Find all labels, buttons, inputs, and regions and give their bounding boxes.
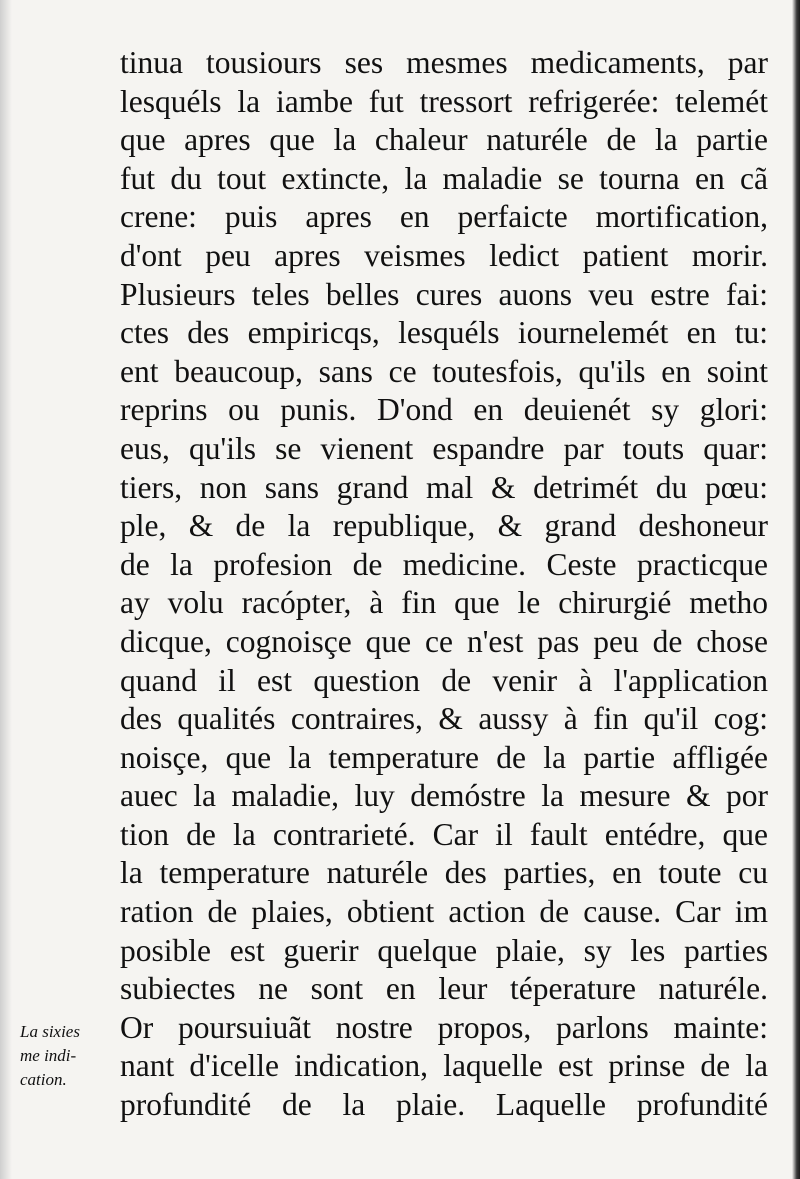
text-line: reprins ou punis. D'ond en deuienét sy glori: — [120, 392, 768, 428]
text-line: tinua tousiours ses mesmes medicaments, par — [120, 45, 768, 80]
text-line: profundité de la plaie. Laquelle profundité — [120, 1087, 768, 1123]
text-line: quand il est question de venir à l'application — [120, 662, 768, 698]
margin-note — [20, 1020, 118, 1092]
margin-note-line: cation. — [20, 1070, 67, 1089]
text-line: lesquéls la iambe fut tressort refrigerée: telemét — [120, 83, 768, 119]
text-line: ctes des empiricqs, lesquéls iournelemét en tu: — [120, 315, 768, 351]
text-line: posible est guerir quelque plaie, sy les parties — [120, 932, 768, 968]
text-line: Or poursuiuãt nostre propos, parlons mainte: — [120, 1009, 768, 1045]
body-text — [120, 44, 768, 1125]
margin-note-line: me indi- — [20, 1046, 77, 1065]
text-line: auec la maladie, luy demóstre la mesure & por — [120, 778, 768, 814]
text-line: ple, & de la republique, & grand deshoneur — [120, 508, 768, 544]
text-line: que apres que la chaleur naturéle de la partie — [120, 122, 768, 158]
text-line: fut du tout extincte, la maladie se tourna en cã — [120, 160, 768, 196]
text-line: d'ont peu apres veismes ledict patient morir. — [120, 237, 768, 273]
text-line: ay volu racópter, à fin que le chirurgié metho — [120, 585, 768, 621]
text-line: ent beaucoup, sans ce toutesfois, qu'ils en soint — [120, 353, 768, 389]
text-line: la temperature naturéle des parties, en toute cu — [120, 855, 768, 891]
page-right-edge — [792, 0, 800, 1179]
page-left-shadow — [0, 0, 12, 1179]
text-line: tiers, non sans grand mal & detrimét du pœu: — [120, 469, 768, 505]
text-line: eus, qu'ils se vienent espandre par touts quar: — [120, 430, 768, 466]
text-line: dicque, cognoisçe que ce n'est pas peu de chose — [120, 623, 768, 659]
text-line: noisçe, que la temperature de la partie affligée — [120, 739, 768, 775]
text-line: crene: puis apres en perfaicte mortification, — [120, 199, 768, 235]
text-line: ration de plaies, obtient action de cause. Car im — [120, 894, 768, 930]
text-line: des qualités contraires, & aussy à fin qu'il cog: — [120, 701, 768, 737]
text-line: tion de la contrarieté. Car il fault entédre, que — [120, 816, 768, 852]
text-line: subiectes ne sont en leur téperature naturéle. — [120, 971, 768, 1007]
text-line: Plusieurs teles belles cures auons veu estre fai: — [120, 276, 768, 312]
margin-note-line: La sixies — [20, 1022, 80, 1041]
text-line: de la profesion de medicine. Ceste practicque — [120, 546, 768, 582]
text-line: nant d'icelle indication, laquelle est prinse de la — [120, 1048, 768, 1084]
